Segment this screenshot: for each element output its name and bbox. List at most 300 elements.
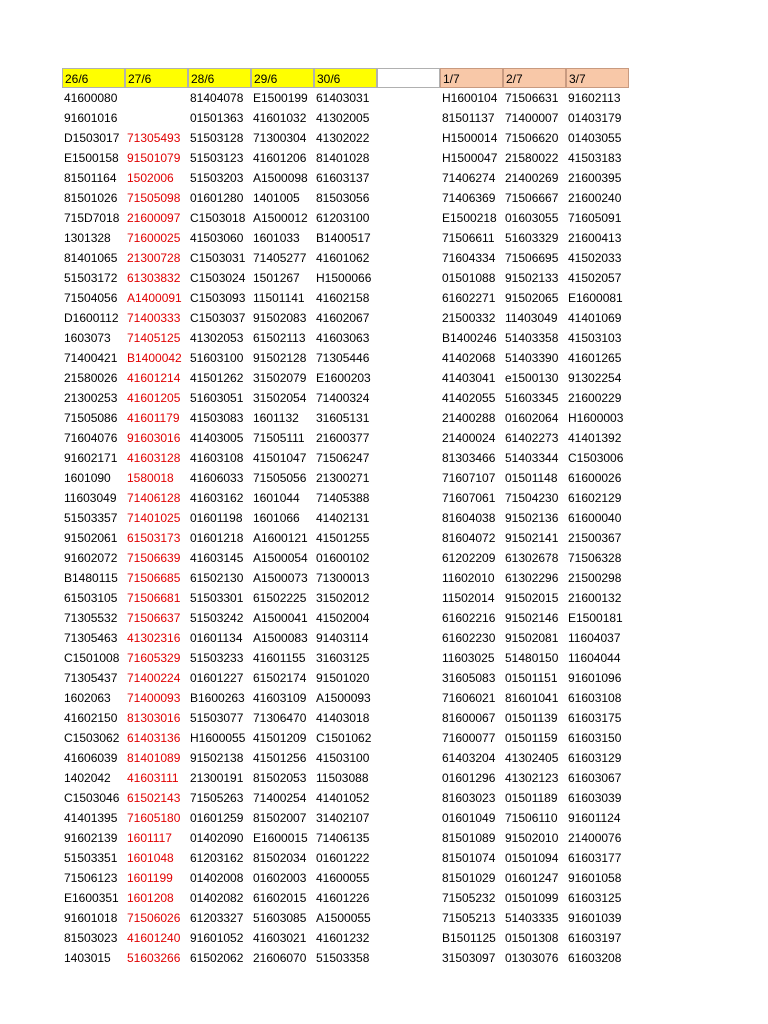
table-cell[interactable]: 01501308 <box>505 931 559 945</box>
table-cell[interactable]: 81502053 <box>253 771 307 785</box>
table-cell[interactable]: 71504230 <box>505 491 559 505</box>
table-cell[interactable]: 71300304 <box>253 131 307 145</box>
table-cell[interactable]: 21300271 <box>316 471 370 485</box>
table-cell[interactable] <box>377 608 440 628</box>
table-cell[interactable]: 91602072 <box>64 551 118 565</box>
table-cell[interactable]: 61603150 <box>568 731 622 745</box>
table-cell[interactable]: A1500012 <box>253 211 308 225</box>
table-cell[interactable]: 31603125 <box>316 651 370 665</box>
table-cell[interactable] <box>377 408 440 428</box>
table-cell[interactable]: 71406274 <box>442 171 496 185</box>
table-cell[interactable]: 91501079 <box>127 151 181 165</box>
table-cell[interactable]: 21500298 <box>568 571 622 585</box>
table-cell[interactable]: 41601062 <box>316 251 370 265</box>
table-cell[interactable]: 91502081 <box>505 631 559 645</box>
table-cell[interactable]: 61502062 <box>190 951 244 965</box>
table-cell[interactable]: 91601124 <box>568 811 621 825</box>
table-cell[interactable]: e1500130 <box>505 371 559 385</box>
table-cell[interactable]: 71505056 <box>253 471 307 485</box>
table-cell[interactable]: 81501074 <box>442 851 496 865</box>
table-cell[interactable] <box>377 508 440 528</box>
table-cell[interactable]: 91601058 <box>568 871 622 885</box>
table-cell[interactable]: 91502061 <box>64 531 118 545</box>
table-cell[interactable]: 61602230 <box>442 631 496 645</box>
table-cell[interactable]: 11603049 <box>64 491 117 505</box>
table-cell[interactable]: 61602129 <box>568 491 622 505</box>
table-cell[interactable]: 21400288 <box>442 411 496 425</box>
table-cell[interactable]: 01501151 <box>505 671 558 685</box>
table-cell[interactable]: 41403018 <box>316 711 370 725</box>
table-cell[interactable]: 41501256 <box>253 751 307 765</box>
table-cell[interactable]: 41402131 <box>316 511 370 525</box>
table-cell[interactable]: 21500332 <box>442 311 496 325</box>
table-cell[interactable]: 31502054 <box>253 391 307 405</box>
table-cell[interactable]: 81501026 <box>64 191 118 205</box>
table-cell[interactable]: A1500041 <box>253 611 308 625</box>
table-cell[interactable]: 81503023 <box>64 931 118 945</box>
table-cell[interactable]: 81603023 <box>442 791 496 805</box>
table-cell[interactable]: E1600081 <box>568 291 623 305</box>
table-cell[interactable]: 41403005 <box>190 431 244 445</box>
table-cell[interactable]: 61203100 <box>316 211 370 225</box>
table-cell[interactable]: E1500199 <box>253 91 308 105</box>
table-cell[interactable]: 71406135 <box>316 831 370 845</box>
table-cell[interactable]: 41602158 <box>316 291 370 305</box>
table-cell[interactable] <box>377 428 440 448</box>
table-cell[interactable]: 01403179 <box>568 111 622 125</box>
table-cell[interactable]: 21400024 <box>442 431 496 445</box>
table-cell[interactable]: 71605329 <box>127 651 181 665</box>
table-cell[interactable]: 81501137 <box>442 111 495 125</box>
table-cell[interactable]: 91502146 <box>505 611 559 625</box>
table-cell[interactable]: 41503083 <box>190 411 244 425</box>
table-cell[interactable] <box>377 668 440 688</box>
table-cell[interactable]: 71506611 <box>442 231 495 245</box>
table-cell[interactable]: 21600413 <box>568 231 622 245</box>
table-cell[interactable]: 01403055 <box>568 131 622 145</box>
table-cell[interactable] <box>377 708 440 728</box>
table-cell[interactable]: 21600395 <box>568 171 622 185</box>
table-cell[interactable]: 91502010 <box>505 831 559 845</box>
table-cell[interactable]: 1502006 <box>127 171 174 185</box>
table-cell[interactable]: A1600121 <box>253 531 308 545</box>
table-cell[interactable]: 61603125 <box>568 891 622 905</box>
table-cell[interactable]: 91601018 <box>64 911 118 925</box>
table-cell[interactable]: 71400333 <box>127 311 181 325</box>
table-cell[interactable]: 71305493 <box>127 131 181 145</box>
table-cell[interactable]: 21600377 <box>316 431 370 445</box>
table-cell[interactable]: 01402090 <box>190 831 244 845</box>
table-cell[interactable] <box>377 348 440 368</box>
table-cell[interactable]: 41302005 <box>316 111 370 125</box>
table-cell[interactable]: E1500181 <box>568 611 623 625</box>
table-cell[interactable]: 71506639 <box>127 551 181 565</box>
table-cell[interactable]: 81604072 <box>442 531 496 545</box>
table-cell[interactable]: 41302123 <box>505 771 559 785</box>
table-cell[interactable]: 1601033 <box>253 231 300 245</box>
table-cell[interactable]: H1600003 <box>568 411 624 425</box>
table-cell[interactable]: 01601222 <box>316 851 370 865</box>
table-cell[interactable] <box>377 448 440 468</box>
table-cell[interactable]: 41402068 <box>442 351 496 365</box>
table-cell[interactable]: 01501088 <box>442 271 496 285</box>
table-cell[interactable] <box>377 188 440 208</box>
table-cell[interactable]: 1602063 <box>64 691 111 705</box>
table-cell[interactable]: 71505213 <box>442 911 496 925</box>
table-cell[interactable]: A1500054 <box>253 551 308 565</box>
table-cell[interactable] <box>377 328 440 348</box>
table-cell[interactable]: 81404078 <box>190 91 244 105</box>
table-cell[interactable]: 61302678 <box>505 551 559 565</box>
table-cell[interactable]: 61303832 <box>127 271 181 285</box>
table-cell[interactable]: 71405388 <box>316 491 370 505</box>
table-cell[interactable] <box>377 768 440 788</box>
table-cell[interactable]: 1501267 <box>253 271 300 285</box>
table-cell[interactable]: 41601155 <box>253 651 306 665</box>
table-cell[interactable] <box>377 488 440 508</box>
table-cell[interactable]: 41600055 <box>316 871 370 885</box>
table-cell[interactable] <box>377 628 440 648</box>
table-cell[interactable]: 81502034 <box>253 851 307 865</box>
table-cell[interactable] <box>377 828 440 848</box>
table-cell[interactable]: 91603016 <box>127 431 181 445</box>
table-cell[interactable]: 91502083 <box>253 311 307 325</box>
table-cell[interactable]: 1601066 <box>253 511 300 525</box>
table-cell[interactable]: H1500066 <box>316 271 372 285</box>
table-cell[interactable]: A1400091 <box>127 291 182 305</box>
table-cell[interactable]: 51403358 <box>505 331 559 345</box>
table-cell[interactable] <box>377 88 440 108</box>
table-cell[interactable]: 11602010 <box>442 571 495 585</box>
table-cell[interactable]: 71405277 <box>253 251 307 265</box>
table-cell[interactable]: 1601117 <box>127 831 172 845</box>
table-cell[interactable] <box>377 548 440 568</box>
table-cell[interactable]: C1503006 <box>568 451 624 465</box>
table-cell[interactable]: 61502225 <box>253 591 307 605</box>
table-cell[interactable]: 01600102 <box>316 551 370 565</box>
table-cell[interactable]: 71504056 <box>64 291 118 305</box>
table-cell[interactable]: H1600055 <box>190 731 246 745</box>
table-cell[interactable]: D1600112 <box>64 311 119 325</box>
table-cell[interactable]: 01601296 <box>442 771 496 785</box>
table-cell[interactable]: 21600097 <box>127 211 181 225</box>
table-cell[interactable]: 41403041 <box>442 371 496 385</box>
table-cell[interactable]: 61600040 <box>568 511 622 525</box>
table-cell[interactable]: 715D7018 <box>64 211 120 225</box>
table-cell[interactable]: 81401028 <box>316 151 370 165</box>
table-cell[interactable]: 1603073 <box>64 331 111 345</box>
table-cell[interactable]: 41501262 <box>190 371 244 385</box>
table-cell[interactable]: 41601265 <box>568 351 622 365</box>
table-cell[interactable]: 71406369 <box>442 191 496 205</box>
table-cell[interactable]: 71506681 <box>127 591 181 605</box>
table-cell[interactable]: 41603145 <box>190 551 244 565</box>
table-cell[interactable]: 41502033 <box>568 251 622 265</box>
table-cell[interactable]: C1503018 <box>190 211 246 225</box>
table-cell[interactable]: 71400007 <box>505 111 559 125</box>
table-cell[interactable]: 71505263 <box>190 791 244 805</box>
table-cell[interactable]: 71305463 <box>64 631 118 645</box>
table-cell[interactable]: 01602003 <box>253 871 307 885</box>
table-cell[interactable]: 51603100 <box>190 351 244 365</box>
table-cell[interactable]: 01303076 <box>505 951 559 965</box>
table-cell[interactable]: 41602150 <box>64 711 118 725</box>
table-cell[interactable]: 01601134 <box>190 631 243 645</box>
table-cell[interactable]: 51403390 <box>505 351 559 365</box>
table-cell[interactable]: E1500218 <box>442 211 497 225</box>
table-cell[interactable] <box>377 128 440 148</box>
table-cell[interactable] <box>125 108 188 128</box>
table-cell[interactable]: 31502079 <box>253 371 307 385</box>
table-cell[interactable]: E1600203 <box>316 371 371 385</box>
table-cell[interactable]: 51603329 <box>505 231 559 245</box>
table-cell[interactable] <box>377 108 440 128</box>
table-cell[interactable]: 01602064 <box>505 411 559 425</box>
table-cell[interactable]: 51603266 <box>127 951 181 965</box>
table-cell[interactable]: 61202209 <box>442 551 496 565</box>
table-cell[interactable]: 61602216 <box>442 611 496 625</box>
table-cell[interactable] <box>377 288 440 308</box>
table-cell[interactable]: 41603109 <box>253 691 307 705</box>
table-cell[interactable]: B1501125 <box>442 931 496 945</box>
table-cell[interactable]: 61603067 <box>568 771 622 785</box>
table-cell[interactable] <box>377 788 440 808</box>
table-cell[interactable]: 71405125 <box>127 331 181 345</box>
table-cell[interactable]: 61603129 <box>568 751 622 765</box>
table-cell[interactable]: 1601199 <box>127 871 173 885</box>
table-cell[interactable]: 61402273 <box>505 431 559 445</box>
table-cell[interactable]: 71607107 <box>442 471 496 485</box>
table-cell[interactable]: 41603108 <box>190 451 244 465</box>
table-cell[interactable]: 61502174 <box>253 671 307 685</box>
table-cell[interactable]: 31503097 <box>442 951 496 965</box>
table-cell[interactable]: C1501008 <box>64 651 120 665</box>
table-cell[interactable]: 81401089 <box>127 751 181 765</box>
table-cell[interactable]: A1500083 <box>253 631 308 645</box>
table-cell[interactable]: 91502136 <box>505 511 559 525</box>
table-cell[interactable]: 01601247 <box>505 871 559 885</box>
header-cell[interactable]: 1/7 <box>440 68 503 88</box>
table-cell[interactable]: 01601198 <box>190 511 243 525</box>
table-cell[interactable]: 21400269 <box>505 171 559 185</box>
table-cell[interactable]: 71400324 <box>316 391 370 405</box>
table-cell[interactable]: 41302053 <box>190 331 244 345</box>
table-cell[interactable]: 61600026 <box>568 471 622 485</box>
table-cell[interactable]: 71506631 <box>505 91 559 105</box>
table-cell[interactable]: 41501047 <box>253 451 307 465</box>
table-cell[interactable] <box>377 728 440 748</box>
table-cell[interactable]: 61503105 <box>64 591 118 605</box>
table-cell[interactable]: 71305437 <box>64 671 118 685</box>
table-cell[interactable]: H1500014 <box>442 131 498 145</box>
table-cell[interactable]: 1601044 <box>253 491 300 505</box>
table-cell[interactable]: 41601232 <box>316 931 370 945</box>
table-cell[interactable]: 91502065 <box>505 291 559 305</box>
table-cell[interactable]: 71406128 <box>127 491 181 505</box>
table-cell[interactable]: 61603197 <box>568 931 622 945</box>
table-cell[interactable]: 21400076 <box>568 831 622 845</box>
table-cell[interactable]: 71506667 <box>505 191 559 205</box>
table-cell[interactable]: 81501089 <box>442 831 496 845</box>
table-cell[interactable]: 71506247 <box>316 451 370 465</box>
table-cell[interactable]: C1503062 <box>64 731 120 745</box>
table-cell[interactable]: 41603162 <box>190 491 244 505</box>
table-cell[interactable]: 51503172 <box>64 271 118 285</box>
table-cell[interactable]: 61502130 <box>190 571 244 585</box>
table-cell[interactable]: H1500047 <box>442 151 498 165</box>
table-cell[interactable]: B1400517 <box>316 231 371 245</box>
table-cell[interactable]: 91602139 <box>64 831 118 845</box>
table-cell[interactable] <box>377 588 440 608</box>
table-cell[interactable]: 21600229 <box>568 391 622 405</box>
table-cell[interactable]: 51503233 <box>190 651 244 665</box>
table-cell[interactable] <box>377 948 440 968</box>
header-cell[interactable]: 30/6 <box>314 68 377 88</box>
table-cell[interactable]: 71506620 <box>505 131 559 145</box>
table-cell[interactable]: 01501094 <box>505 851 559 865</box>
table-cell[interactable]: 21300191 <box>190 771 244 785</box>
table-cell[interactable]: 1601048 <box>127 851 174 865</box>
table-cell[interactable]: 81501164 <box>64 171 117 185</box>
table-cell[interactable]: 41502057 <box>568 271 622 285</box>
table-cell[interactable]: 61403031 <box>316 91 370 105</box>
table-cell[interactable]: 41601214 <box>127 371 181 385</box>
table-cell[interactable]: 61603039 <box>568 791 622 805</box>
table-cell[interactable]: 11501141 <box>253 291 305 305</box>
header-cell[interactable]: 2/7 <box>503 68 566 88</box>
table-cell[interactable]: E1600015 <box>253 831 308 845</box>
table-cell[interactable] <box>377 928 440 948</box>
table-cell[interactable]: 11502014 <box>442 591 495 605</box>
table-cell[interactable]: 01601049 <box>442 811 496 825</box>
table-cell[interactable]: 41302022 <box>316 131 370 145</box>
table-cell[interactable]: 71505098 <box>127 191 181 205</box>
table-cell[interactable]: 71400421 <box>64 351 118 365</box>
table-cell[interactable]: 41503100 <box>316 751 370 765</box>
table-cell[interactable]: 91502133 <box>505 271 559 285</box>
table-cell[interactable] <box>377 528 440 548</box>
table-cell[interactable]: 71400254 <box>253 791 307 805</box>
table-cell[interactable]: 41603021 <box>253 931 307 945</box>
table-cell[interactable]: 1301328 <box>64 231 111 245</box>
table-cell[interactable]: 11603025 <box>442 651 495 665</box>
table-cell[interactable] <box>377 888 440 908</box>
table-cell[interactable]: 91502128 <box>253 351 307 365</box>
table-cell[interactable]: A1500098 <box>253 171 308 185</box>
table-cell[interactable]: 81303466 <box>442 451 496 465</box>
table-cell[interactable]: 01501363 <box>190 111 244 125</box>
table-cell[interactable]: 1601208 <box>127 891 174 905</box>
table-cell[interactable]: 01501099 <box>505 891 559 905</box>
table-cell[interactable]: 51503351 <box>64 851 118 865</box>
table-cell[interactable]: 71505111 <box>253 431 305 445</box>
table-cell[interactable]: A1500055 <box>316 911 371 925</box>
table-cell[interactable]: 31402107 <box>316 811 370 825</box>
table-cell[interactable]: C1503093 <box>190 291 246 305</box>
table-cell[interactable]: 01501159 <box>505 731 558 745</box>
table-cell[interactable]: 21600240 <box>568 191 622 205</box>
table-cell[interactable]: 71305446 <box>316 351 370 365</box>
table-cell[interactable]: 81601041 <box>505 691 559 705</box>
header-cell[interactable]: 29/6 <box>251 68 314 88</box>
table-cell[interactable]: 91502015 <box>505 591 559 605</box>
header-cell[interactable] <box>377 68 440 88</box>
table-cell[interactable]: 51503357 <box>64 511 118 525</box>
table-cell[interactable]: 41401069 <box>568 311 622 325</box>
table-cell[interactable]: 41601206 <box>253 151 307 165</box>
table-cell[interactable]: 51503077 <box>190 711 244 725</box>
table-cell[interactable]: 61603137 <box>316 171 370 185</box>
table-cell[interactable]: 41503060 <box>190 231 244 245</box>
table-cell[interactable]: 51503358 <box>316 951 370 965</box>
table-cell[interactable]: 61502113 <box>253 331 306 345</box>
table-cell[interactable]: 01501139 <box>505 711 558 725</box>
table-cell[interactable]: 51503123 <box>190 151 244 165</box>
table-cell[interactable]: 41401392 <box>568 431 622 445</box>
table-cell[interactable]: 61203327 <box>190 911 244 925</box>
table-cell[interactable]: 81401065 <box>64 251 118 265</box>
table-cell[interactable]: 11503088 <box>316 771 369 785</box>
table-cell[interactable]: B1400246 <box>442 331 497 345</box>
table-cell[interactable]: B1600263 <box>190 691 245 705</box>
table-cell[interactable]: 11403049 <box>505 311 558 325</box>
table-cell[interactable] <box>377 168 440 188</box>
table-cell[interactable]: 71306470 <box>253 711 307 725</box>
table-cell[interactable]: 51403344 <box>505 451 559 465</box>
table-cell[interactable]: 41601205 <box>127 391 181 405</box>
table-cell[interactable]: 51603085 <box>253 911 307 925</box>
table-cell[interactable]: 21600132 <box>568 591 622 605</box>
table-cell[interactable]: 51480150 <box>505 651 559 665</box>
table-cell[interactable]: A1500093 <box>316 691 371 705</box>
table-cell[interactable]: 51503128 <box>190 131 244 145</box>
table-cell[interactable] <box>377 468 440 488</box>
table-cell[interactable]: 41603063 <box>316 331 370 345</box>
table-cell[interactable]: 11604044 <box>568 651 621 665</box>
table-cell[interactable]: 41601240 <box>127 931 181 945</box>
table-cell[interactable]: 71607061 <box>442 491 496 505</box>
table-cell[interactable] <box>377 248 440 268</box>
table-cell[interactable] <box>377 368 440 388</box>
table-cell[interactable]: 81502007 <box>253 811 307 825</box>
table-cell[interactable]: 51503301 <box>190 591 244 605</box>
table-cell[interactable]: 01601280 <box>190 191 244 205</box>
header-cell[interactable]: 28/6 <box>188 68 251 88</box>
table-cell[interactable]: 71606021 <box>442 691 496 705</box>
table-cell[interactable]: 31605083 <box>442 671 496 685</box>
table-cell[interactable]: 61203162 <box>190 851 244 865</box>
table-cell[interactable]: 91601052 <box>190 931 244 945</box>
table-cell[interactable]: 41501255 <box>316 531 370 545</box>
table-cell[interactable]: 71506637 <box>127 611 181 625</box>
table-cell[interactable]: 81501029 <box>442 871 496 885</box>
table-cell[interactable]: 41602067 <box>316 311 370 325</box>
table-cell[interactable]: C1501062 <box>316 731 372 745</box>
table-cell[interactable]: 1402042 <box>64 771 111 785</box>
table-cell[interactable]: 61603177 <box>568 851 622 865</box>
table-cell[interactable]: 91501020 <box>316 671 370 685</box>
table-cell[interactable]: 61503173 <box>127 531 181 545</box>
table-cell[interactable]: 1601132 <box>253 411 299 425</box>
table-cell[interactable]: 81503056 <box>316 191 370 205</box>
table-cell[interactable]: 41302405 <box>505 751 559 765</box>
table-cell[interactable] <box>377 648 440 668</box>
header-cell[interactable]: 3/7 <box>566 68 629 88</box>
table-cell[interactable]: 91502138 <box>190 751 244 765</box>
table-cell[interactable]: 71600025 <box>127 231 181 245</box>
table-cell[interactable]: 61602271 <box>442 291 496 305</box>
table-cell[interactable]: 81600067 <box>442 711 496 725</box>
